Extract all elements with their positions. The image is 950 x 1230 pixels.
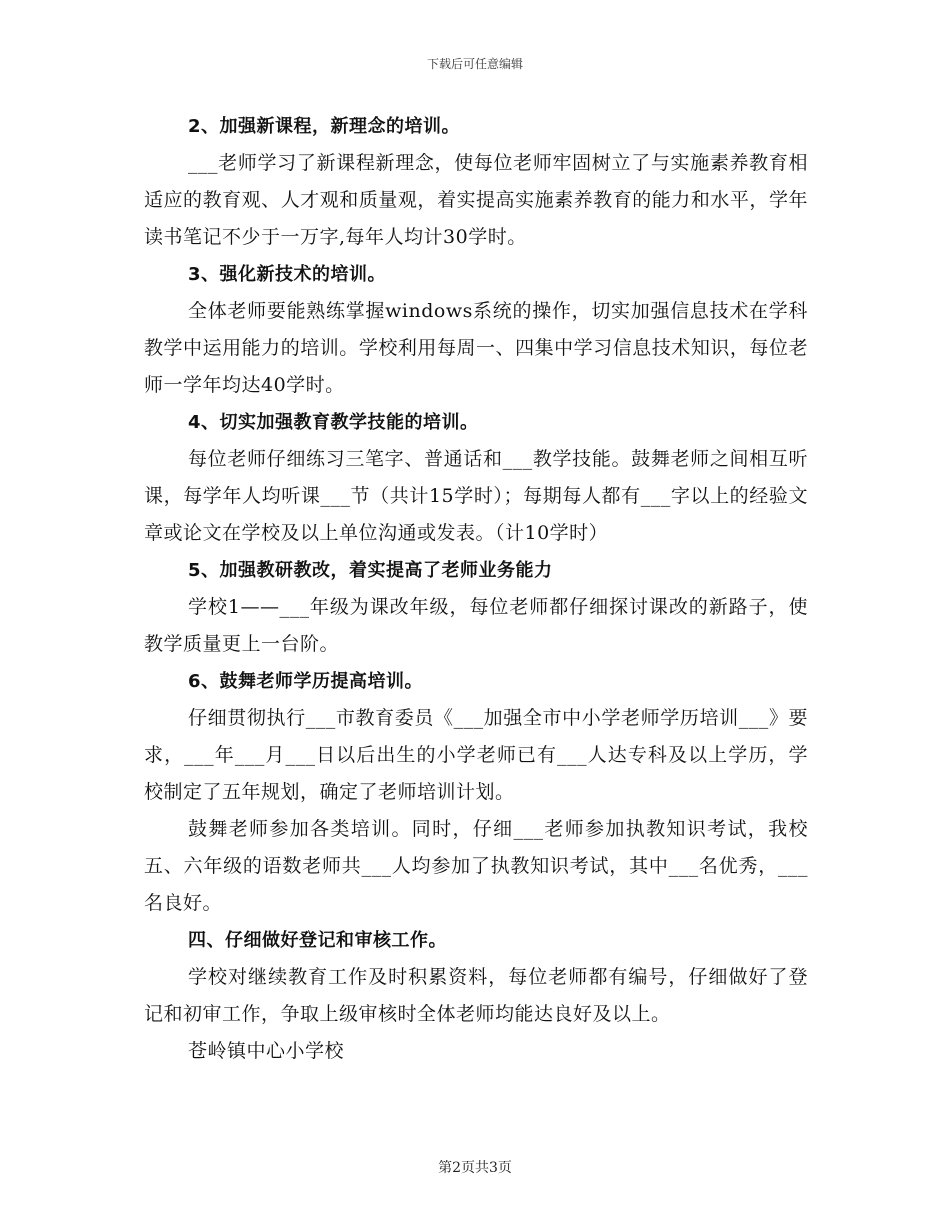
paragraph: 鼓舞老师参加各类培训。同时，仔细___老师参加执教知识考试，我校五、六年级的语数老师共___人均参加了执教知识考试，其中___名优秀，___名良好。: [144, 818, 808, 914]
section-heading: 四、仔细做好登记和审核工作。: [188, 930, 447, 951]
section-heading: 6、鼓舞老师学历提高培训。: [188, 671, 424, 692]
page-header-note: 下载后可任意编辑: [426, 57, 523, 71]
section-heading: 3、强化新技术的培训。: [188, 264, 387, 285]
paragraph: 学校1——___年级为课改年级，每位老师都仔细探讨课改的新路子，使教学质量更上一台阶。: [144, 596, 808, 655]
paragraph: 每位老师仔细练习三笔字、普通话和___教学技能。鼓舞老师之间相互听课，每学年人均听课___节（共计15学时）；每期每人都有___字以上的经验文章或论文在学校及以上单位沟通或发表。（计10学时）: [144, 448, 808, 544]
signature-line: 苍岭镇中心小学校: [188, 1040, 345, 1062]
section-heading: 2、加强新课程，新理念的培训。: [188, 116, 461, 137]
paragraph: 全体老师要能熟练掌握windows系统的操作，切实加强信息技术在学科教学中运用能力的培训。学校利用每周一、四集中学习信息技术知识，每位老师一学年均达40学时。: [144, 300, 808, 396]
paragraph: 学校对继续教育工作及时积累资料，每位老师都有编号，仔细做好了登记和初审工作，争取上级审核时全体老师均能达良好及以上。: [144, 966, 808, 1025]
document-body: [144, 108, 808, 1070]
section-heading: 5、加强教研教改，着实提高了老师业务能力: [188, 560, 553, 581]
section-heading: 4、切实加强教育教学技能的培训。: [188, 412, 479, 433]
page-number: 第2页共3页: [438, 1160, 512, 1176]
paragraph: ___老师学习了新课程新理念，使每位老师牢固树立了与实施素养教育相适应的教育观、人才观和质量观，着实提高实施素养教育的能力和水平，学年读书笔记不少于一万字,每年人均计30学时。: [144, 152, 808, 248]
paragraph: 仔细贯彻执行___市教育委员《___加强全市中小学老师学历培训___》要求，___年___月___日以后出生的小学老师已有___人达专科及以上学历，学校制定了五年规划，确定了老师培训计划。: [144, 707, 808, 803]
